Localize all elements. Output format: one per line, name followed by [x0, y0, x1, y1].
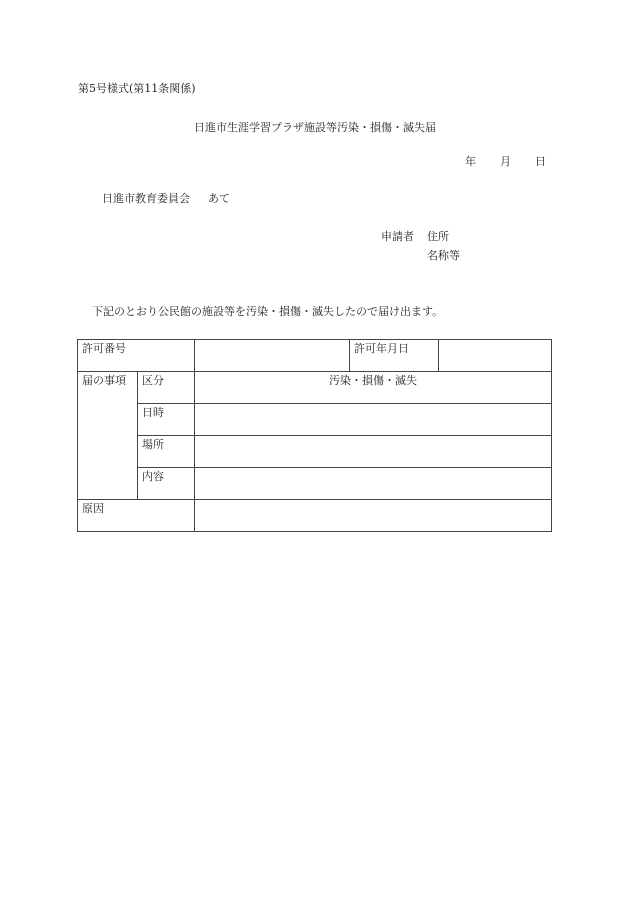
category-label: 区分	[138, 372, 195, 404]
form-number: 第5号様式(第11条関係)	[78, 82, 196, 95]
cause-label: 原因	[78, 500, 195, 532]
content-field[interactable]	[195, 468, 552, 500]
date-year-label: 年	[465, 155, 476, 168]
applicant-name-label: 名称等	[427, 249, 460, 262]
table-row-permit	[78, 340, 552, 372]
applicant-address-label: 住所	[427, 230, 449, 243]
applicant-label: 申請者	[381, 230, 414, 243]
table-row-cause	[78, 500, 552, 532]
category-field[interactable]: 汚染・損傷・滅失	[195, 372, 552, 404]
place-field[interactable]	[195, 436, 552, 468]
permit-date-field[interactable]	[439, 340, 552, 372]
datetime-label: 日時	[138, 404, 195, 436]
cause-field[interactable]	[195, 500, 552, 532]
table-row-datetime	[78, 404, 552, 436]
table-row-category	[78, 372, 552, 404]
place-label: 場所	[138, 436, 195, 468]
permit-number-field[interactable]	[195, 340, 350, 372]
permit-date-label: 許可年月日	[350, 340, 439, 372]
document-title: 日進市生涯学習プラザ施設等汚染・損傷・滅失届	[194, 121, 436, 134]
table-row-content	[78, 468, 552, 500]
date-month-label: 月	[500, 155, 511, 168]
content-label: 内容	[138, 468, 195, 500]
permit-number-label: 許可番号	[78, 340, 195, 372]
report-items-label: 届の事項	[78, 372, 138, 500]
addressee-name: 日進市教育委員会	[102, 192, 190, 205]
datetime-field[interactable]	[195, 404, 552, 436]
statement-text: 下記のとおり公民館の施設等を汚染・損傷・滅失したので届け出ます。	[92, 305, 444, 318]
report-table	[77, 339, 552, 532]
table-row-place	[78, 436, 552, 468]
addressee-suffix: あて	[208, 192, 230, 205]
date-day-label: 日	[535, 155, 546, 168]
